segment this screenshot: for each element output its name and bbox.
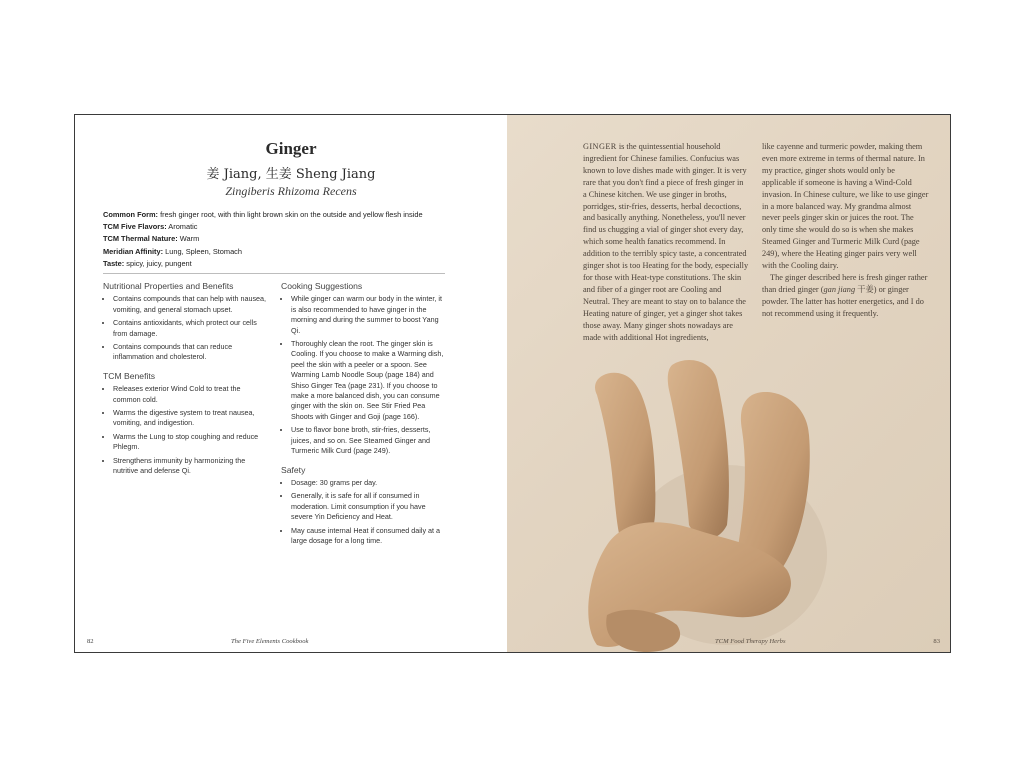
facts-list <box>103 209 453 270</box>
list-item: • Contains compounds that can help with nausea, vomiting, and general stomach upset. <box>113 294 268 315</box>
list-item: • Generally, it is safe for all if consumed in moderation. Limit consumption if you have severe Yin Deficiency and Heat. <box>291 491 446 522</box>
section-title: TCM Food Therapy Herbs <box>715 638 786 645</box>
safety-list <box>281 478 446 546</box>
list-item: • Thoroughly clean the root. The ginger skin is Cooling. If you choose to make a Warming dish, peel the skin with a peeler or a spoon. See Warming Lamb Noodle Soup (page 184) and Shiso Ginger Tea (page 231). If you choose to make a more balanced dish, you can consume ginger with the skin on. See Stir Fried Pea Shoots with Ginger and Goji (page 166). <box>291 339 446 422</box>
list-item: • Use to flavor bone broth, stir-fries, desserts, juices, and so on. See Steamed Ginger and Turmeric Milk Curd (page 249). <box>291 425 446 456</box>
list-item: • Releases exterior Wind Cold to treat the common cold. <box>113 384 268 405</box>
page-number-left: 82 <box>87 638 94 645</box>
divider <box>103 273 445 274</box>
right-page <box>507 115 950 652</box>
list-item: • Warms the digestive system to treat nausea, vomiting, and indigestion. <box>113 408 268 429</box>
body-paragraph: The ginger described here is fresh ginger rather than dried ginger (gan jiang 干姜) or ginger powder. The latter has hotter energetics, and I do not recommend using it frequently. <box>762 272 928 318</box>
left-page <box>75 115 507 652</box>
page-title: Ginger <box>265 139 317 158</box>
fact-taste: Taste: spicy, juicy, pungent <box>103 258 192 268</box>
cooking-heading: Cooking Suggestions <box>281 281 363 291</box>
tcm-benefits-heading: TCM Benefits <box>103 370 156 381</box>
list-item: • Dosage: 30 grams per day. <box>291 478 446 488</box>
ginger-root-photo <box>577 355 827 652</box>
right-column <box>281 281 446 554</box>
safety-heading: Safety <box>281 464 306 475</box>
cooking-list <box>281 294 446 456</box>
left-column <box>103 281 268 485</box>
fact-thermal-nature: TCM Thermal Nature: Warm <box>103 234 200 244</box>
fact-five-flavors: TCM Five Flavors: Aromatic <box>103 222 198 232</box>
fact-common-form: Common Form: fresh ginger root, with thin light brown skin on the outside and yellow flesh inside <box>103 210 423 219</box>
body-paragraph: like cayenne and turmeric powder, making them even more extreme in terms of thermal nature. In my practice, ginger shots would only be applicable if someone is having a Wind-Cold invasion. In Chinese culture, we like to use ginger in a more balanced way. My grandma almost never peels ginger skin or juices the root. The only time she would do so is when she makes Steamed Ginger and Turmeric Milk Curd (page 249), where the Heating ginger pairs very well with the Cooling dairy. <box>762 142 929 271</box>
nutritional-list <box>103 294 268 362</box>
title-block <box>75 139 507 199</box>
book-title: The Five Elements Cookbook <box>231 638 309 645</box>
fact-meridian-affinity: Meridian Affinity: Lung, Spleen, Stomach <box>103 246 242 256</box>
list-item: • Strengthens immunity by harmonizing the nutritive and defense Qi. <box>113 456 268 477</box>
lead-word: GINGER <box>583 142 617 151</box>
list-item: • While ginger can warm our body in the winter, it is also recommended to have ginger in the morning and during the summer to boost Yang Qi. <box>291 294 446 336</box>
tcm-benefits-list <box>103 384 268 476</box>
book-spread <box>74 114 951 653</box>
nutritional-heading: Nutritional Properties and Benefits <box>103 281 234 291</box>
list-item: • Contains compounds that can reduce inflammation and cholesterol. <box>113 342 268 363</box>
list-item: • Warms the Lung to stop coughing and reduce Phlegm. <box>113 432 268 453</box>
body-column-2 <box>762 141 930 320</box>
chinese-names: 姜 Jiang, 生姜 Sheng Jiang <box>206 167 376 182</box>
body-column-1 <box>583 141 749 343</box>
body-paragraph: GINGER is the quintessential household ingredient for Chinese families. Confucius was known to love dishes made with ginger. It is very rare that you don't find a piece of fresh ginger in a Chinese kitchen. We use ginger in broths, porridges, stir-fries, desserts, herbal decoctions, and basically anything. Nonetheless, you'll never find us chugging a vial of ginger shot every day, which some health fanatics recommend. In addition to the terribly spicy taste, a concentrated ginger shot is too Heating for the body, especially for those with Heat-type constitutions. The skin and fiber of a ginger root are Cooling and Neutral. They are meant to stay on to balance the Heating nature of ginger, yet a ginger shot takes those away. Many ginger shots nowadays are made with additional Hot ingredients, <box>583 142 749 342</box>
ginger-finger-left <box>595 373 655 549</box>
latin-name: Zingiberis Rhizoma Recens <box>225 184 357 198</box>
list-item: • Contains antioxidants, which protect our cells from damage. <box>113 318 268 339</box>
list-item: • May cause internal Heat if consumed daily at a large dosage for a long time. <box>291 526 446 547</box>
page-number-right: 83 <box>933 638 940 645</box>
